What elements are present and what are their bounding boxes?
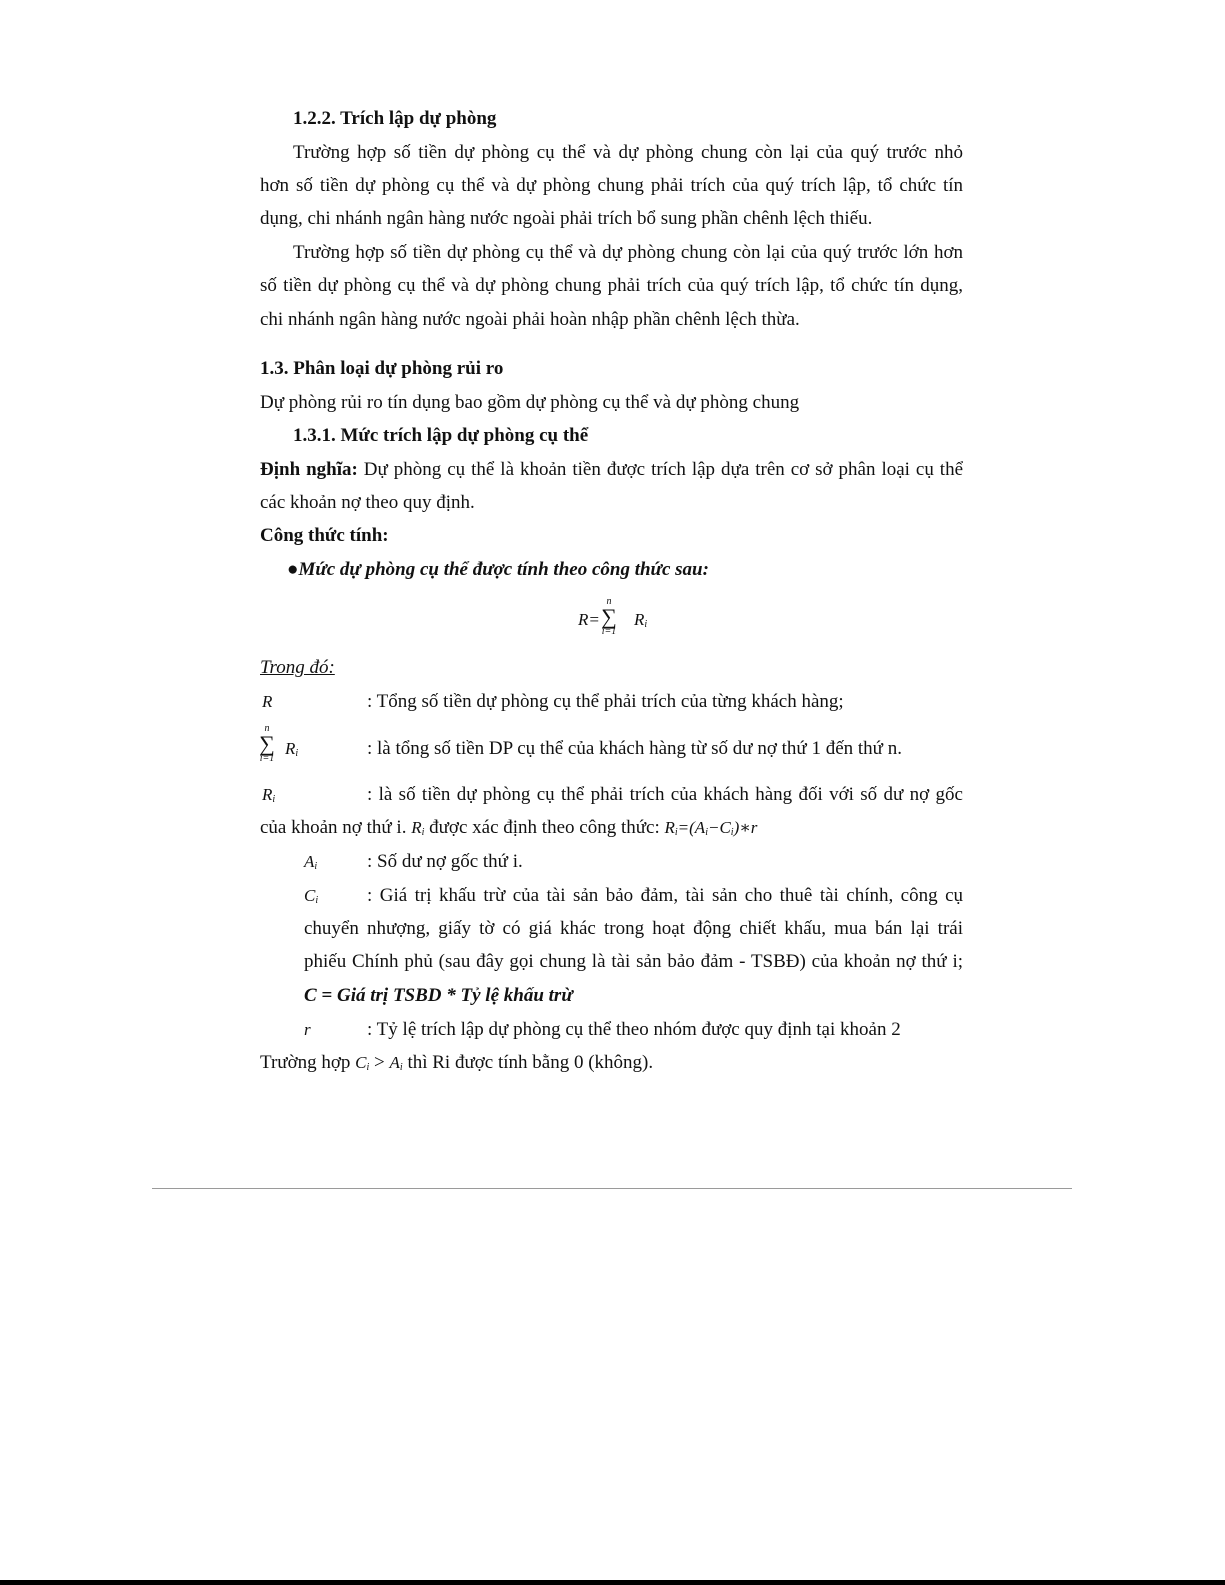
- symbol-ci: $C_i$: [304, 886, 319, 906]
- heading-1-2-2: 1.2.2. Trích lập dự phòng: [293, 108, 497, 129]
- paragraph-line: Dự phòng rủi ro tín dụng bao gồm dự phòng cụ thể và dự phòng chung: [260, 392, 800, 413]
- def-r: : Tổng số tiền dự phòng cụ thể phải trích của từng khách hàng;: [367, 691, 844, 712]
- definition-line: [260, 458, 963, 482]
- last-line: Trường hợp $C_i > A_i$ thì Ri được tính bằng 0 (không).: [260, 1052, 654, 1073]
- def-ri-line-2: của khoản nợ thứ i. $R_i$ được xác định theo công thức: $R_i=(A_i-C_i)∗r$: [260, 817, 758, 838]
- bottom-bar: [0, 1580, 1225, 1585]
- symbol-ai: $A_i$: [304, 852, 318, 872]
- c-formula: C = Giá trị TSBD * Tỷ lệ khấu trừ: [304, 985, 573, 1006]
- paragraph-line: dụng, chi nhánh ngân hàng nước ngoài phải trích bổ sung phần chênh lệch thiếu.: [260, 208, 873, 229]
- definition-line-2: các khoản nợ theo quy định.: [260, 492, 475, 513]
- def-r-small: : Tỷ lệ trích lập dự phòng cụ thể theo nhóm được quy định tại khoản 2: [367, 1019, 901, 1040]
- paragraph-line: Trường hợp số tiền dự phòng cụ thể và dự phòng chung còn lại của quý trước nhỏ: [293, 142, 963, 163]
- definition-text: Dự phòng cụ thể là khoản tiền được trích lập dựa trên cơ sở phân loại cụ thể: [357, 459, 964, 480]
- def-ci-line-3: phiếu Chính phủ (sau đây gọi chung là tài sản bảo đảm - TSBĐ) của khoản nợ thứ i;: [304, 951, 963, 972]
- def-ci-line-2: chuyển nhượng, giấy tờ có giá khác trong hoạt động chiết khấu, mua bán lại trái: [304, 918, 963, 939]
- symbol-ri: $R_i$: [262, 785, 276, 805]
- heading-1-3-1: 1.3.1. Mức trích lập dự phòng cụ thể: [293, 425, 589, 446]
- formula-sigma: [600, 597, 618, 637]
- sigma-symbol: ∑: [601, 604, 617, 629]
- sigma-lower: i=1: [601, 626, 617, 637]
- def-sum: : là tổng số tiền DP cụ thể của khách hàng từ số dư nợ thứ 1 đến thứ n.: [367, 738, 902, 759]
- symbol-r: R: [262, 692, 273, 711]
- heading-1-3: 1.3. Phân loại dự phòng rủi ro: [260, 358, 504, 379]
- where-label: Trong đó:: [260, 657, 335, 678]
- definition-label: Định nghĩa:: [260, 459, 358, 480]
- paragraph-line: Trường hợp số tiền dự phòng cụ thể và dự phòng chung còn lại của quý trước lớn hơn: [293, 242, 963, 263]
- def-ci: : Giá trị khấu trừ của tài sản bảo đảm, tài sản cho thuê tài chính, công cụ: [367, 885, 963, 906]
- def-ai: : Số dư nợ gốc thứ i.: [367, 851, 523, 872]
- paragraph-line: chi nhánh ngân hàng nước ngoài phải hoàn nhập phần chênh lệch thừa.: [260, 309, 800, 330]
- formula-lhs: R=: [578, 610, 600, 629]
- page-divider: [152, 1188, 1072, 1189]
- formula-label: Công thức tính:: [260, 525, 389, 546]
- def-sigma: n ∑ i=1: [259, 723, 275, 764]
- bullet-line: ●Mức dự phòng cụ thể được tính theo công thức sau:: [287, 559, 709, 580]
- def-ri: : là số tiền dự phòng cụ thể phải trích của khách hàng đối với số dư nợ gốc: [367, 784, 963, 805]
- paragraph-line: hơn số tiền dự phòng cụ thể và dự phòng chung phải trích của quý trích lập, tổ chức tín: [260, 175, 963, 196]
- paragraph-line: số tiền dự phòng cụ thể và dự phòng chung phải trích của quý trích lập, tổ chức tín dụng,: [260, 275, 963, 296]
- formula-term: $R_i$: [634, 610, 648, 630]
- sigma-upper: n: [606, 596, 612, 607]
- def-sigma-term: $R_i$: [285, 739, 299, 759]
- symbol-r-small: r: [304, 1020, 311, 1039]
